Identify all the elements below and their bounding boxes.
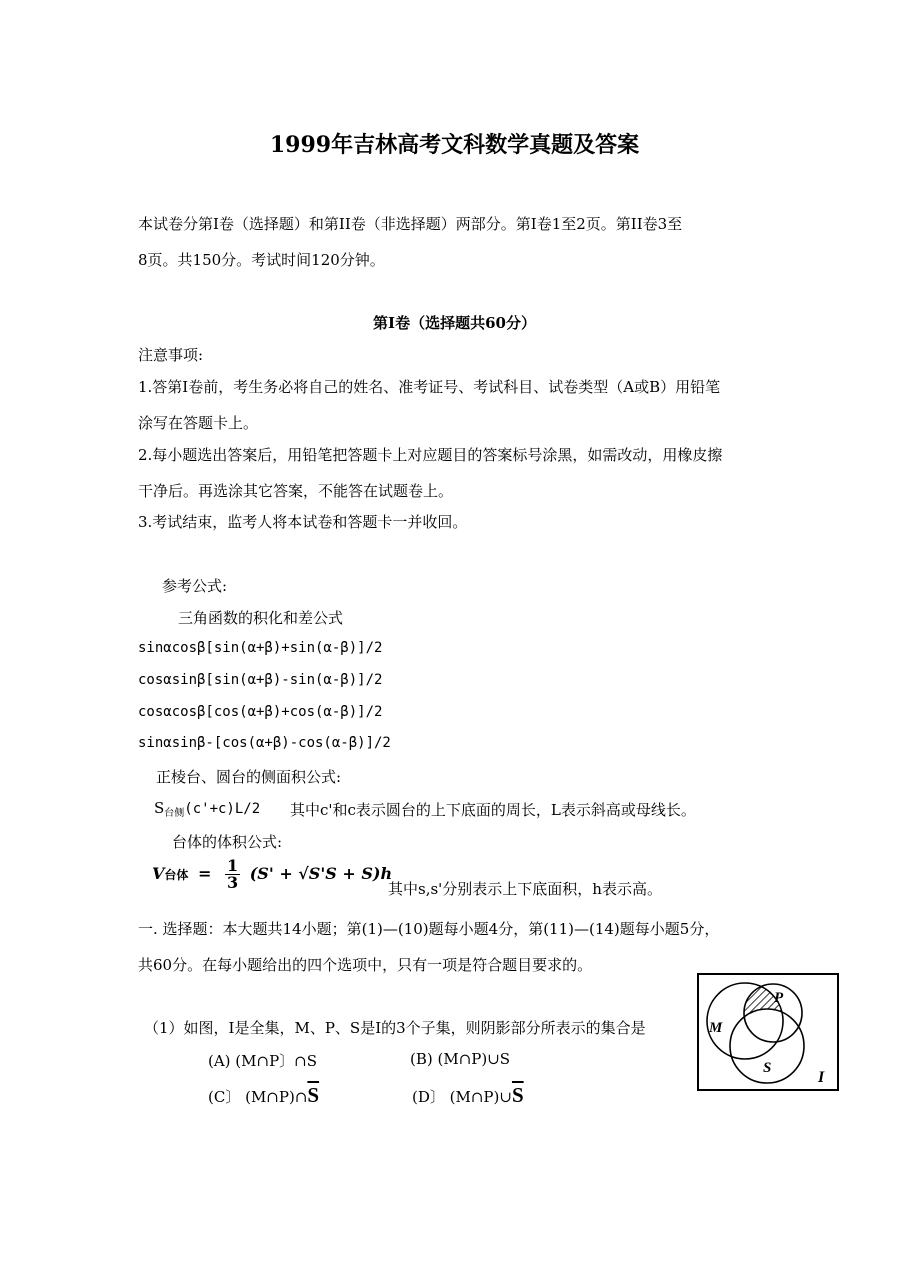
volume-heading: 台体的体积公式: [172,833,283,851]
note-item-3: 3.考试结束，监考人将本试卷和答题卡一并收回。 [138,513,468,531]
label-m: M [709,1020,723,1036]
lateral-area-formula [154,799,260,817]
notes-heading: 注意事项: [138,346,204,364]
trig-formulas-heading: 三角函数的积化和差公式 [178,609,344,627]
formulas-heading: 参考公式: [162,577,228,595]
lateral-area-symbol: S [154,799,165,817]
label-i: I [818,1069,825,1086]
volume-symbol: V [152,864,165,883]
complement-s-symbol: $\overline{S}$ [307,1083,320,1107]
volume-fraction-denominator: 3 [227,873,239,892]
intro-line-1: 本试卷分第I卷（选择题）和第II卷（非选择题）两部分。第I卷1至2页。第II卷3至 [138,215,683,233]
question-1-stem: （1）如图，I是全集，M、P、S是I的3个子集，则阴影部分所表示的集合是 [144,1019,646,1037]
volume-equals: = [198,864,212,883]
section-title: 第I卷（选择题共60分） [373,314,536,332]
question-1-option-c [208,1085,319,1107]
complement-s-symbol: $\overline{S}$ [511,1083,524,1107]
volume-subscript: 台体 [164,868,189,882]
volume-expression: (S' + √S'S + S)h [249,864,393,883]
question-1-option-c-text: (C〕 (M∩P)∩ [208,1088,308,1106]
part1-instructions-line-2: 共60分。在每小题给出的四个选项中，只有一项是符合题目要求的。 [138,956,593,974]
trig-formula-1: sinαcosβ[sin(α+β)+sin(α-β)]/2 [138,640,383,656]
volume-fraction-numerator: 1 [227,856,239,875]
label-s: S [763,1060,772,1076]
lateral-area-note: 其中c'和c表示圆台的上下底面的周长，L表示斜高或母线长。 [290,801,696,819]
question-1-option-d-text: (D〕 (M∩P)∪ [412,1088,512,1106]
trig-formula-3: cosαcosβ[cos(α+β)+cos(α-β)]/2 [138,704,383,720]
intro-line-2: 8页。共150分。考试时间120分钟。 [138,251,385,269]
note-item-1-line-2: 涂写在答题卡上。 [138,414,259,432]
lateral-area-subscript: 台侧 [164,808,185,819]
note-item-1-line-1: 1.答第I卷前，考生务必将自己的姓名、准考证号、考试科目、试卷类型（A或B）用铅笔 [138,378,721,396]
question-1-option-a: (A) (M∩P〕∩S [208,1052,318,1070]
question-1-option-d [412,1085,524,1107]
volume-formula [152,858,392,891]
note-item-2-line-1: 2.每小题选出答案后，用铅笔把答题卡上对应题目的答案标号涂黑，如需改动，用橡皮擦 [138,446,723,464]
lateral-area-heading: 正棱台、圆台的侧面积公式: [156,768,342,786]
lateral-area-expression: (c'+c)L/2 [184,801,261,817]
trig-formula-2: cosαsinβ[sin(α+β)-sin(α-β)]/2 [138,672,383,688]
question-1-option-b: (B) (M∩P)∪S [410,1050,511,1068]
part1-instructions-line-1: 一. 选择题：本大题共14小题；第(1)—(10)题每小题4分，第(11)—(14)题每小题5分， [138,920,720,938]
trig-formula-4: sinαsinβ-[cos(α+β)-cos(α-β)]/2 [138,735,391,751]
venn-diagram [697,973,839,1091]
label-p: P [774,990,784,1006]
volume-fraction [225,858,240,891]
document-title: 1999年吉林高考文科数学真题及答案 [269,132,640,158]
volume-note: 其中s,s'分别表示上下底面积，h表示高。 [388,880,662,898]
note-item-2-line-2: 干净后。再选涂其它答案，不能答在试题卷上。 [138,482,454,500]
